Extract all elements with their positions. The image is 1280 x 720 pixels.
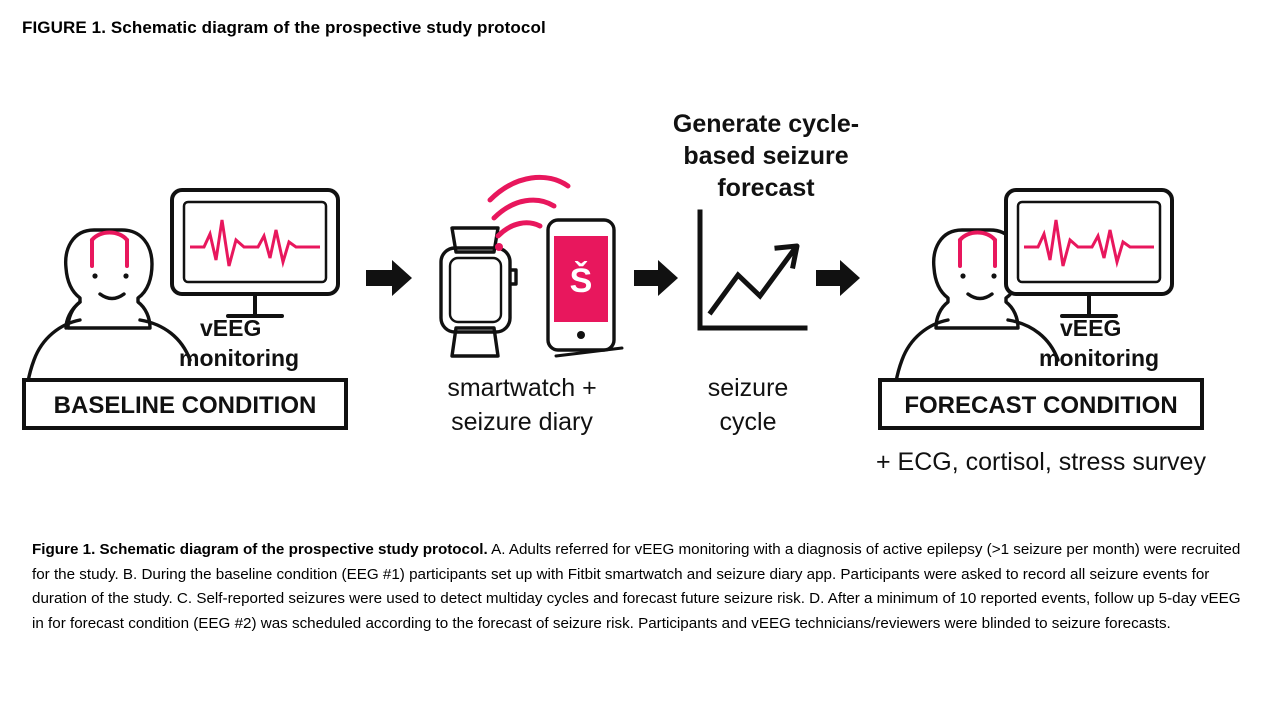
arrow-2-icon bbox=[634, 260, 678, 296]
eeg-monitor-forecast bbox=[1006, 190, 1172, 316]
forecast-sublabel-line2: monitoring bbox=[1039, 345, 1160, 371]
patient-icon-baseline bbox=[26, 230, 190, 404]
arrow-1-icon bbox=[366, 260, 412, 296]
forecast-condition-label: FORECAST CONDITION bbox=[904, 392, 1178, 419]
forecast-heading-line1: Generate cycle- bbox=[672, 110, 860, 138]
figure-caption-body: A. Adults referred for vEEG monitoring with a diagnosis of active epilepsy (>1 seizure per month) were recruited for the study. B. During the baseline condition (EEG #1) participants set up with Fitbit smartwatch and seizure diary app. Participants were asked to record all seizure events for duration of the study. C. Self-reported seizures were used to detect multiday cycles and forecast future seizure risk. D. After a minimum of 10 reported events, follow up 5-day vEEG in for forecast condition (EEG #2) was scheduled according to the forecast of seizure risk. Participants and vEEG technicians/reviewers were blinded to seizure forecasts. bbox=[32, 541, 1241, 632]
figure-caption bbox=[32, 538, 1250, 637]
forecast-heading-line3: forecast bbox=[717, 174, 815, 202]
figure-heading: FIGURE 1. Schematic diagram of the prospective study protocol bbox=[22, 18, 546, 37]
seizure-cycle-chart-icon bbox=[700, 212, 805, 328]
smartwatch-label-line1: smartwatch + bbox=[447, 374, 597, 402]
stage-smartwatch bbox=[441, 177, 622, 436]
smartwatch-label-line2: seizure diary bbox=[451, 408, 593, 436]
seizure-cycle-label-line1: seizure bbox=[707, 374, 789, 402]
eeg-monitor-baseline bbox=[172, 190, 338, 316]
figure-caption-bold: Figure 1. Schematic diagram of the prospective study protocol. bbox=[32, 541, 488, 558]
forecast-sublabel-line1: vEEG bbox=[1060, 315, 1122, 341]
smartphone-icon bbox=[548, 220, 622, 356]
section-divider bbox=[0, 519, 1280, 520]
forecast-heading-line2: based seizure bbox=[683, 142, 849, 170]
seizure-cycle-label-line2: cycle bbox=[719, 408, 777, 436]
baseline-sublabel-line1: vEEG bbox=[200, 315, 262, 341]
stage-baseline bbox=[24, 190, 346, 428]
baseline-sublabel-line2: monitoring bbox=[179, 345, 300, 371]
eeg-electrodes-forecast bbox=[960, 233, 995, 267]
arrow-3-icon bbox=[816, 260, 860, 296]
smartwatch-icon bbox=[441, 228, 516, 356]
eeg-electrodes-baseline bbox=[92, 233, 127, 267]
forecast-extras-label: + ECG, cortisol, stress survey bbox=[876, 448, 1206, 476]
seizure-diary-app-letter: Š bbox=[569, 262, 593, 300]
study-protocol-diagram bbox=[0, 70, 1280, 500]
stage-forecast-condition bbox=[876, 190, 1206, 476]
baseline-condition-label: BASELINE CONDITION bbox=[53, 392, 317, 419]
